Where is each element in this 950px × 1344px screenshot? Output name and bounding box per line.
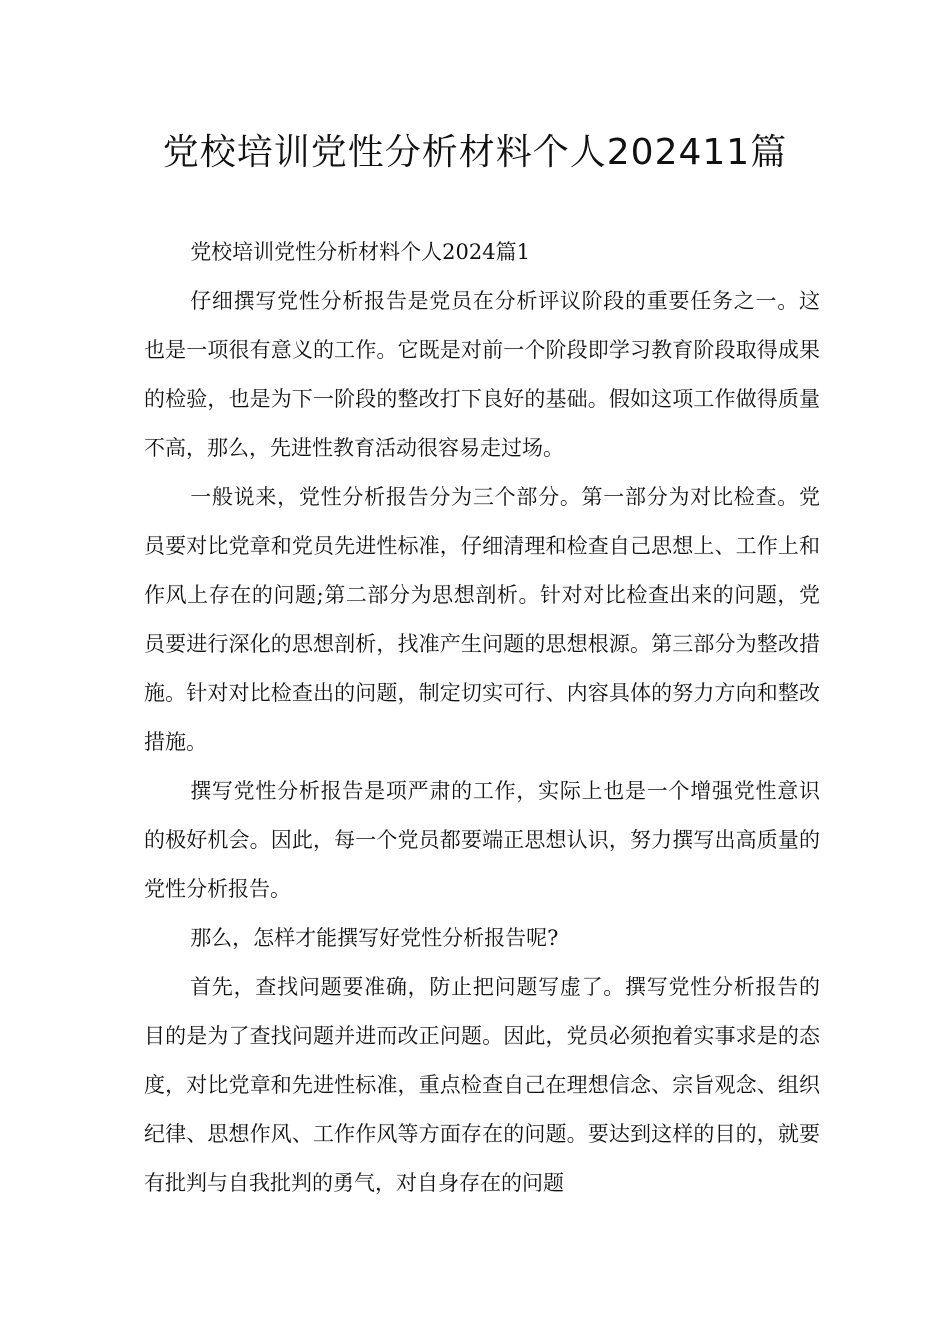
paragraph-truncated: 首先，查找问题要准确，防止把问题写虚了。撰写党性分析报告的目的是为了查找问题并进而改正问题。因此，党员必须抱着实事求是的态度，对比党章和先进性标准，重点检查自己在理想信念、宗旨观念、组织纪律、思想作风、工作作风等方面存在的问题。要达到这样的目的，就要有批判与自我批判的勇气，对自身存在的问题 bbox=[144, 975, 820, 1195]
paragraph: 仔细撰写党性分析报告是党员在分析评议阶段的重要任务之一。这也是一项很有意义的工作。它既是对前一个阶段即学习教育阶段取得成果的检验，也是为下一阶段的整改打下良好的基础。假如这项工作做得质量不高，那么，先进性教育活动很容易走过场。 bbox=[144, 289, 820, 460]
paragraph: 一般说来，党性分析报告分为三个部分。第一部分为对比检查。党员要对比党章和党员先进性标准，仔细清理和检查自己思想上、工作上和作风上存在的问题;第二部分为思想剖析。针对对比检查出来的问题，党员要进行深化的思想剖析，找准产生问题的思想根源。第三部分为整改措施。针对对比检查出的问题，制定切实可行、内容具体的努力方向和整改措施。 bbox=[144, 485, 820, 754]
paragraph: 撰写党性分析报告是项严肃的工作，实际上也是一个增强党性意识的极好机会。因此，每一个党员都要端正思想认识，努力撰写出高质量的党性分析报告。 bbox=[144, 779, 820, 901]
document-title: 党校培训党性分析材料个人202411篇 bbox=[162, 132, 788, 173]
paragraph: 那么，怎样才能撰写好党性分析报告呢? bbox=[190, 926, 559, 950]
document-body bbox=[144, 228, 820, 1208]
paragraph-heading: 党校培训党性分析材料个人2024篇1 bbox=[190, 240, 530, 264]
